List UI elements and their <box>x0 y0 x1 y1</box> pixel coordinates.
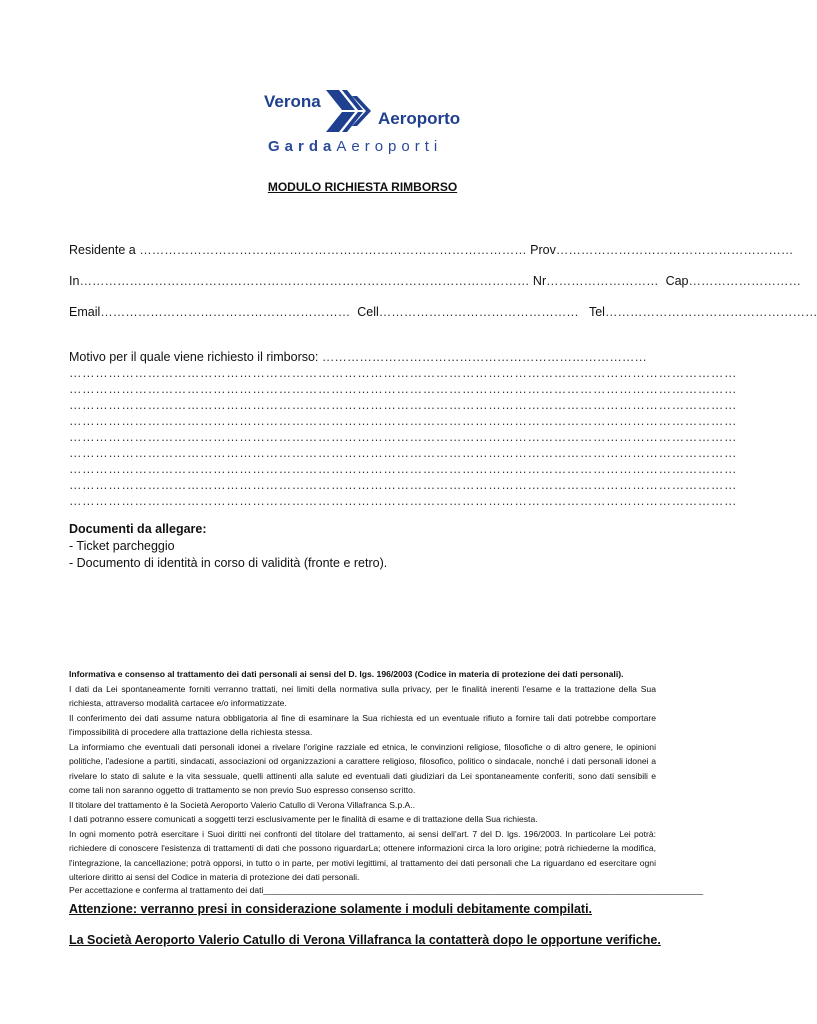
privacy-paragraph: In ogni momento potrà esercitare i Suoi diritti nei confronti del titolare del trattamento, ai sensi dell'art. 7 del D. lgs. 196/2003. In particolare Lei potrà: richiedere di conoscere l'esistenza di trattamenti di dati che possono riguardarLa; ottenere informazioni circa la loro origine; potrà richiederne la modifica, l'integrazione, la cancellazione; potrà opporsi, in tutto o in parte, per motivi legittimi, al trattamento dei dati personali che La riguardano ed esercitare ogni ulteriore diritto ai sensi del Codice in materia di protezione dei dati personali. <box>69 828 656 882</box>
doc-item-ticket: - Ticket parcheggio <box>69 539 175 553</box>
motivo-row[interactable] <box>69 350 647 364</box>
privacy-accept-label: Per accettazione e conferma al trattamento dei dati <box>69 885 264 895</box>
privacy-notice <box>69 667 656 885</box>
privacy-accept-line[interactable] <box>69 885 704 895</box>
motivo-line-7[interactable]: ……………………………………………………………………………………………………………………………………… <box>69 462 738 476</box>
motivo-line-6[interactable]: ……………………………………………………………………………………………………………………………………… <box>69 446 738 460</box>
privacy-paragraph: La informiamo che eventuali dati personali idonei a rivelare l'origine razziale ed etnica, le convinzioni religiose, filosofiche o di altro genere, le opinioni politiche, l'adesione a partiti, sindacati, associazioni od organizzazioni a carattere religioso, filosofico, politico o sindacale, nonché i dati personali idonei a rivelare lo stato di salute e la vita sessuale, quelli attinenti alla salute ed eventuali dati giudiziari da Lei spontaneamente conferiti, sono dati sensibili e come tali non saranno oggetto di trattamento se non previo Suo espresso consenso scritto. <box>69 741 656 795</box>
nr-field[interactable]: Nr……………………… <box>529 274 659 288</box>
privacy-paragraph: I dati potranno essere comunicati a soggetti terzi esclusivamente per le finalità di esame e di trattazione della Sua richiesta. <box>69 814 538 824</box>
indirizzo-row <box>69 274 801 288</box>
motivo-line-8[interactable]: ……………………………………………………………………………………………………………………………………… <box>69 478 738 492</box>
contatto-note: La Società Aeroporto Valerio Catullo di Verona Villafranca la contatterà dopo le opportune verifiche. <box>69 933 661 947</box>
privacy-accept-underline: ____________________________________________________________________________________________ <box>263 885 704 895</box>
documenti-heading: Documenti da allegare: <box>69 522 207 536</box>
motivo-line-3[interactable]: ……………………………………………………………………………………………………………………………………… <box>69 398 738 412</box>
attenzione-note: Attenzione: verranno presi in considerazione solamente i moduli debitamente compilati. <box>69 902 593 916</box>
email-field[interactable]: Email…………………………………………………… <box>69 305 351 319</box>
cell-field[interactable]: Cell………………………………………… <box>353 305 579 319</box>
logo-word-verona: Verona <box>264 92 321 111</box>
motivo-label: Motivo per il quale viene richiesto il rimborso: <box>69 350 319 364</box>
cap-field[interactable]: Cap……………………… <box>665 274 801 288</box>
documenti-section <box>69 521 387 572</box>
privacy-paragraph: Il conferimento dei dati assume natura obbligatoria al fine di esaminare la Sua richiesta ed un eventuale rifiuto a fornire tali dati potrebbe comportare l'impossibilità di procedere alla trattazione della richiesta stessa. <box>69 712 656 737</box>
tel-field[interactable]: Tel…………………………………………… <box>585 305 817 319</box>
motivo-line-9[interactable]: ……………………………………………………………………………………………………………………………………… <box>69 494 738 508</box>
residente-field[interactable]: Residente a ………………………………………………………………………………… <box>69 243 527 257</box>
motivo-dots: …………………………………………………………………… <box>318 350 647 364</box>
privacy-paragraph: I dati da Lei spontaneamente forniti verranno trattati, nei limiti della normativa sulla privacy, per le finalità inerenti l'esame e la trattazione della Sua richiesta, attraverso modalità cartacee e/o informatizzate. <box>69 683 656 708</box>
motivo-line-1[interactable]: ……………………………………………………………………………………………………………………………………… <box>69 366 738 380</box>
residente-row <box>69 243 794 257</box>
wings-icon <box>326 88 376 134</box>
company-logo <box>262 88 462 160</box>
motivo-line-4[interactable]: ……………………………………………………………………………………………………………………………………… <box>69 414 738 428</box>
in-field[interactable]: In……………………………………………………………………………………………… <box>69 274 530 288</box>
privacy-paragraph: Il titolare del trattamento è la Società Aeroporto Valerio Catullo di Verona Villafranca S.p.A.. <box>69 799 416 810</box>
form-title: MODULO RICHIESTA RIMBORSO <box>267 180 458 194</box>
logo-word-aeroporto: Aeroporto <box>378 109 461 128</box>
logo-subtitle: GardaAeroporti <box>268 138 443 155</box>
motivo-line-5[interactable]: ……………………………………………………………………………………………………………………………………… <box>69 430 738 444</box>
motivo-line-2[interactable]: ……………………………………………………………………………………………………………………………………… <box>69 382 738 396</box>
contatti-row <box>69 305 817 319</box>
privacy-heading: Informativa e consenso al trattamento dei dati personali ai sensi del D. lgs. 196/2003 (Codice in materia di protezione dei dati personali). <box>69 669 624 679</box>
prov-field[interactable]: Prov………………………………………………… <box>526 243 794 257</box>
doc-item-identita: - Documento di identità in corso di validità (fronte e retro). <box>69 556 388 570</box>
